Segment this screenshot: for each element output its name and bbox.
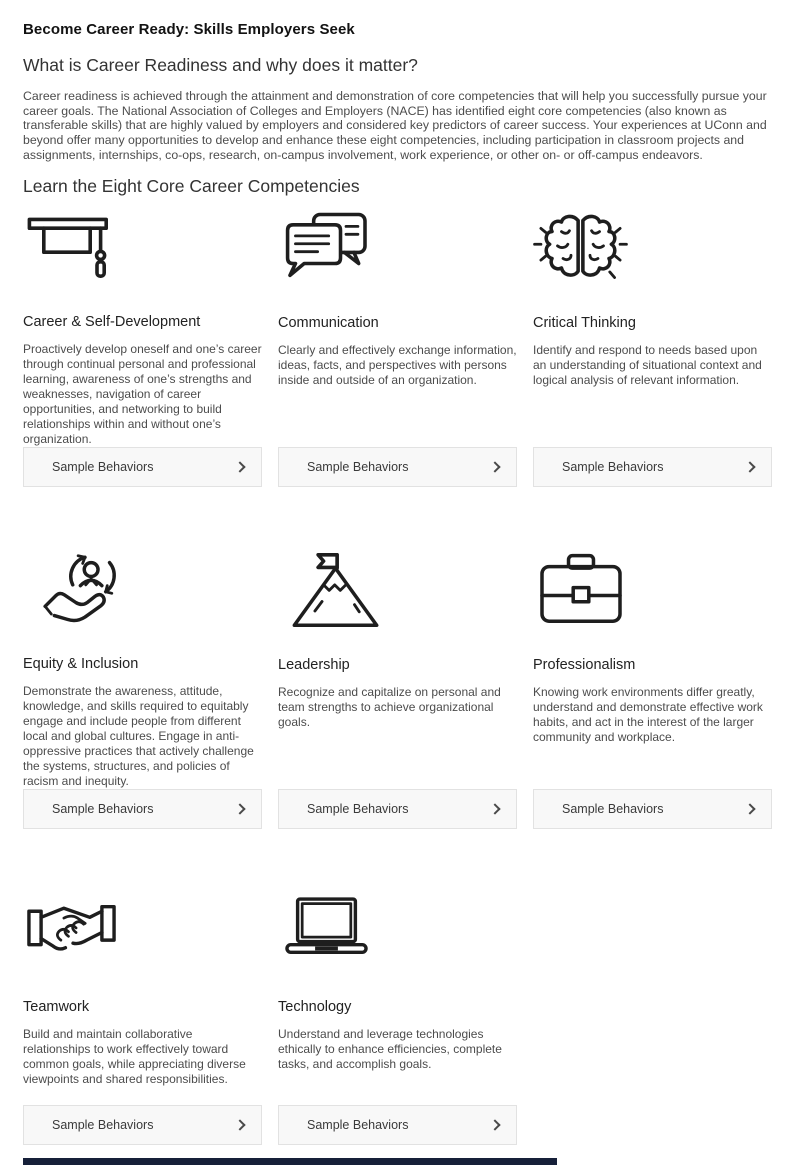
competency-card-career-self-development bbox=[23, 209, 262, 487]
sample-behaviors-label: Sample Behaviors bbox=[307, 1117, 409, 1132]
sample-behaviors-button[interactable] bbox=[23, 1105, 262, 1145]
sample-behaviors-label: Sample Behaviors bbox=[562, 801, 664, 816]
page-title: Become Career Ready: Skills Employers Seek bbox=[23, 21, 355, 38]
competency-title: Leadership bbox=[278, 656, 350, 673]
competency-card-communication bbox=[278, 209, 517, 487]
competency-description: Knowing work environments differ greatly, understand and demonstrate effective work habits, and act in the interest of the larger community and workplace. bbox=[533, 684, 763, 744]
competency-description: Demonstrate the awareness, attitude, knowledge, and skills required to equitably engage and include people from different local and global cultures. Engage in anti-oppressive practices that actively challenge the systems, structures, and policies of racism and inequity. bbox=[23, 683, 254, 788]
competency-description: Build and maintain collaborative relationships to work effectively toward common goals, while appreciating diverse viewpoints and shared responsibilities. bbox=[23, 1026, 246, 1086]
hand-person-cycle-icon bbox=[39, 551, 262, 646]
chevron-right-icon bbox=[489, 461, 500, 472]
competency-title: Technology bbox=[278, 998, 352, 1015]
sample-behaviors-button[interactable] bbox=[23, 789, 262, 829]
handshake-icon bbox=[23, 893, 262, 989]
intro-heading: What is Career Readiness and why does it matter? bbox=[23, 55, 418, 75]
competencies-heading: Learn the Eight Core Career Competencies bbox=[23, 175, 360, 196]
sample-behaviors-button[interactable] bbox=[23, 447, 262, 487]
chevron-right-icon bbox=[744, 803, 755, 814]
mountain-flag-icon bbox=[288, 551, 517, 647]
sample-behaviors-button[interactable] bbox=[533, 789, 772, 829]
sample-behaviors-label: Sample Behaviors bbox=[52, 1117, 154, 1132]
speech-bubbles-icon bbox=[278, 209, 517, 305]
chevron-right-icon bbox=[234, 461, 245, 472]
competency-title: Communication bbox=[278, 314, 379, 331]
competency-card-leadership bbox=[278, 551, 517, 829]
intro-paragraph: Career readiness is achieved through the attainment and demonstration of core competencies that will help you successfully pursue your career goals. The National Association of Colleges and Employers (NACE) has identified eight core competencies (also known as transferable skills) that are highly valued by employers and considered key predictors of career success. Your experiences at UConn and beyond offer many opportunities to develop and enhance these eight competencies, including participation in classroom projects and assignments, internships, co-ops, research, on-campus involvement, work experience, or other on- or off-campus endeavors. bbox=[23, 89, 767, 162]
competency-title: Equity & Inclusion bbox=[23, 655, 139, 672]
sample-behaviors-label: Sample Behaviors bbox=[562, 459, 664, 474]
footer-bar bbox=[23, 1158, 557, 1165]
chevron-right-icon bbox=[489, 1119, 500, 1130]
sample-behaviors-label: Sample Behaviors bbox=[52, 459, 154, 474]
competency-card-teamwork bbox=[23, 893, 262, 1145]
chevron-right-icon bbox=[234, 1119, 245, 1130]
chevron-right-icon bbox=[234, 803, 245, 814]
competencies-grid bbox=[23, 209, 785, 1145]
competency-title: Critical Thinking bbox=[533, 314, 636, 331]
sample-behaviors-button[interactable] bbox=[278, 789, 517, 829]
competency-title: Teamwork bbox=[23, 998, 90, 1015]
competency-title: Professionalism bbox=[533, 656, 636, 673]
competency-title: Career & Self-Development bbox=[23, 313, 201, 330]
competency-description: Clearly and effectively exchange information, ideas, facts, and perspectives with persons inside and outside of an organization. bbox=[278, 342, 517, 387]
competency-card-professionalism bbox=[533, 551, 772, 829]
brain-icon bbox=[533, 209, 772, 305]
laptop-icon bbox=[278, 893, 517, 989]
briefcase-icon bbox=[533, 551, 772, 647]
competency-description: Identify and respond to needs based upon an understanding of situational context and logical analysis of relevant information. bbox=[533, 342, 762, 387]
chevron-right-icon bbox=[744, 461, 755, 472]
sample-behaviors-label: Sample Behaviors bbox=[52, 801, 154, 816]
competency-card-critical-thinking bbox=[533, 209, 772, 487]
sample-behaviors-button[interactable] bbox=[533, 447, 772, 487]
chevron-right-icon bbox=[489, 803, 500, 814]
competency-description: Recognize and capitalize on personal and team strengths to achieve organizational goals. bbox=[278, 684, 501, 729]
competency-description: Understand and leverage technologies ethically to enhance efficiencies, complete tasks, and accomplish goals. bbox=[278, 1026, 502, 1071]
competency-card-equity-inclusion bbox=[23, 551, 262, 829]
sample-behaviors-button[interactable] bbox=[278, 447, 517, 487]
competency-description: Proactively develop oneself and one’s career through continual personal and professional learning, awareness of one’s strengths and weaknesses, navigation of career opportunities, and networking to build relationships within and without one’s organization. bbox=[23, 341, 262, 446]
sample-behaviors-label: Sample Behaviors bbox=[307, 459, 409, 474]
graduation-cap-icon bbox=[23, 209, 262, 304]
sample-behaviors-label: Sample Behaviors bbox=[307, 801, 409, 816]
competency-card-technology bbox=[278, 893, 517, 1145]
sample-behaviors-button[interactable] bbox=[278, 1105, 517, 1145]
